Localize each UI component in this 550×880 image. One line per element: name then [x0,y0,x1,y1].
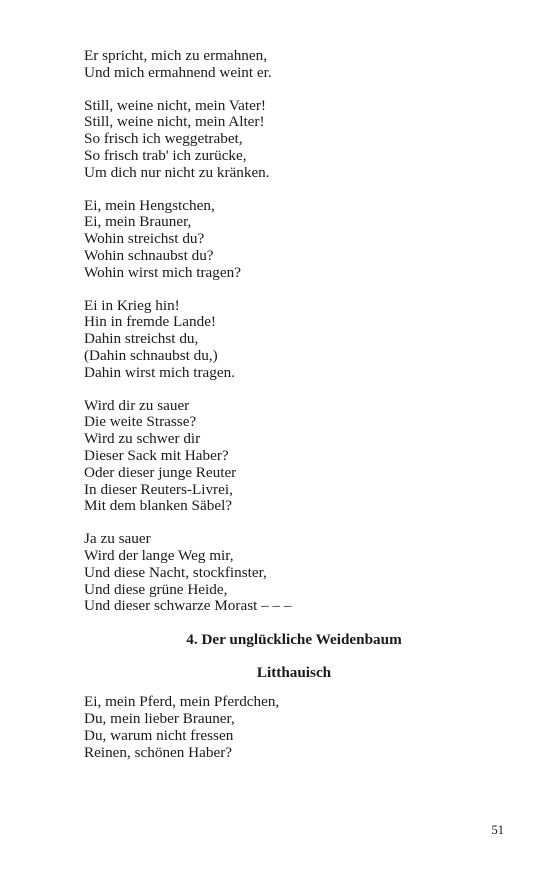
verse-line: Und diese grüne Heide, [84,580,228,598]
verse-line: Du, mein lieber Brauner, [84,709,235,727]
verse-line: Wird zu schwer dir [84,430,201,448]
text-block [84,48,504,777]
verse-line: Um dich nur nicht zu kränken. [84,163,270,181]
verse-line: Ei, mein Hengstchen, [84,196,215,214]
verse-line: Und diese Nacht, stockfinster, [84,563,267,581]
verse-line: In dieser Reuters-Livrei, [84,480,233,498]
page-number: 51 [491,823,504,837]
verse-line: Ja zu sauer [84,530,151,548]
verse-line: Und dieser schwarze Morast – – – [84,597,292,615]
verse-line: Dieser Sack mit Haber? [84,446,229,464]
verse-line: Ei in Krieg hin! [84,296,180,314]
stanza [84,531,504,615]
stanza [84,398,504,516]
verse-line: Du, warum nicht fressen [84,726,234,744]
verse-line: Oder dieser junge Reuter [84,463,237,481]
verse-line: So frisch trab' ich zurücke, [84,146,247,164]
verse-line: Mit dem blanken Säbel? [84,497,233,515]
verse-line: Er spricht, mich zu ermahnen, [84,47,268,64]
verse-line: Still, weine nicht, mein Alter! [84,113,265,131]
verse-line: Wohin wirst mich tragen? [84,263,241,281]
stanza [84,98,504,182]
verse-line: Hin in fremde Lande! [84,313,216,331]
verse-line: Wohin streichst du? [84,230,205,248]
stanza [84,198,504,282]
stanza [84,48,504,82]
stanza [84,298,504,382]
verse-line: Wird der lange Weg mir, [84,546,234,564]
verse-line: So frisch ich weggetrabet, [84,130,243,148]
verse-line: Ei, mein Pferd, mein Pferdchen, [84,693,280,711]
verse-line: Wohin schnaubst du? [84,246,214,264]
verse-line: Und mich ermahnend weint er. [84,63,272,81]
section-subtitle: Litthauisch [256,664,332,682]
verse-line: Dahin wirst mich tragen. [84,363,235,381]
verse-line: Reinen, schönen Haber? [84,743,233,761]
verse-line: Still, weine nicht, mein Vater! [84,96,266,114]
verse-line: Wird dir zu sauer [84,396,190,414]
section-title: 4. Der unglückliche Weidenbaum [186,631,402,649]
stanza [84,694,504,761]
verse-line: Die weite Strasse? [84,413,197,431]
verse-line: Ei, mein Brauner, [84,213,192,231]
verse-line: (Dahin schnaubst du,) [84,346,218,364]
verse-line: Dahin streichst du, [84,330,199,348]
